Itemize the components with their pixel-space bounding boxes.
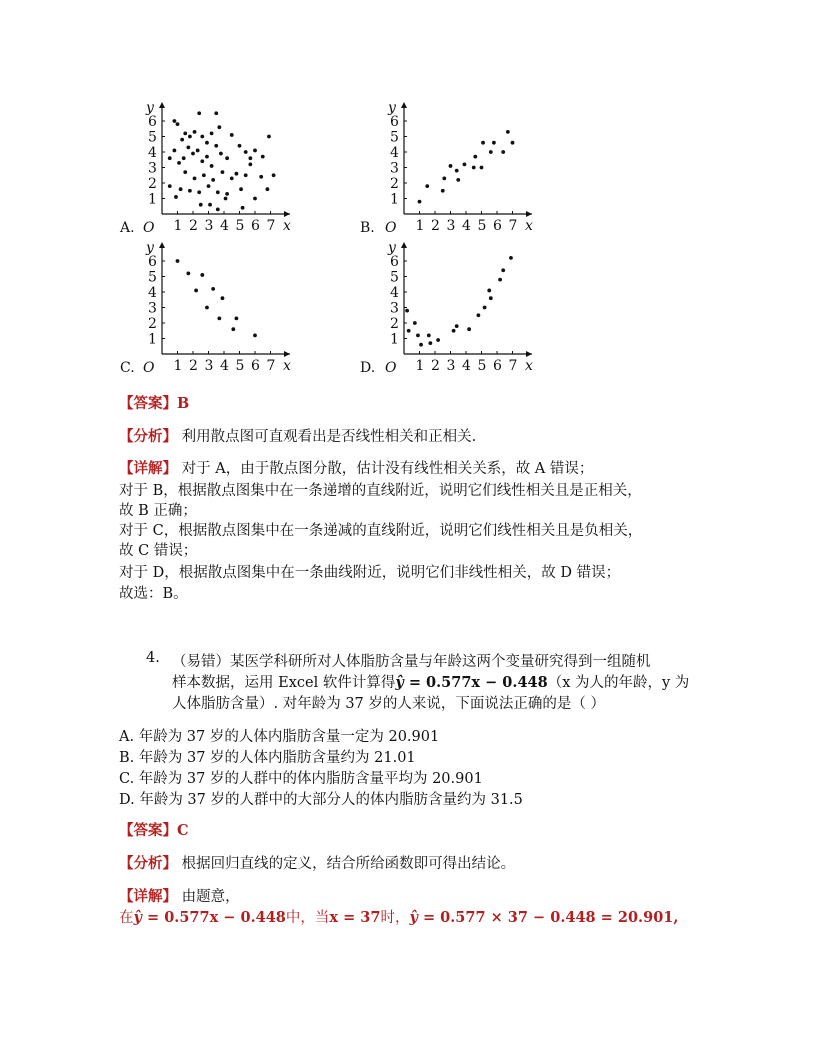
scatter-plot-d [382, 236, 542, 376]
data-point [173, 149, 177, 153]
y-axis-arrow [401, 242, 407, 248]
detail-text: 对于 A，由于散点图分散，估计没有线性相关关系，故 A 错误； [181, 461, 594, 477]
y-tick-label: 3 [390, 160, 399, 177]
data-point [176, 259, 180, 263]
x-axis-label: x [525, 358, 533, 374]
x-tick-label: 6 [493, 218, 502, 234]
data-point [498, 278, 502, 282]
x-tick-label: 4 [220, 218, 229, 234]
data-point [509, 256, 513, 260]
q3-detail-line-5: 对于 D，根据散点图集中在一条曲线附近，说明它们非线性相关，故 D 错误； [119, 565, 621, 581]
data-point [183, 132, 187, 136]
x-tick-label: 2 [431, 358, 440, 374]
y-tick-label: 2 [390, 176, 399, 192]
data-point [235, 316, 239, 320]
data-point [211, 178, 215, 182]
data-point [205, 141, 209, 145]
data-point [210, 164, 214, 168]
q4-option-a: A. 年龄为 37 岁的人体内脂肪含量一定为 20.901 [119, 729, 440, 745]
data-point [197, 190, 201, 194]
data-point [221, 296, 225, 300]
q4-stem-text-post: （x 为人的年龄，y 为 [547, 675, 690, 691]
y-tick-label: 1 [148, 331, 157, 348]
x-axis-arrow [526, 211, 532, 217]
computation-formula-1: 0.577x − 0.448 [164, 909, 286, 926]
y-tick-label: 1 [390, 331, 399, 348]
data-point [455, 324, 459, 328]
plot-c-letter: C. [120, 360, 135, 376]
data-point [427, 334, 431, 338]
x-tick-label: 1 [415, 218, 425, 234]
x-tick-label: 4 [462, 358, 471, 374]
x-tick-label: 6 [493, 358, 502, 374]
y-tick-label: 4 [148, 145, 157, 161]
q4-option-b: B. 年龄为 37 岁的人体内脂肪含量约为 21.01 [119, 750, 416, 766]
y-tick-label: 2 [148, 176, 157, 192]
x-tick-label: 3 [446, 218, 456, 234]
q4-stem-line-2 [172, 671, 689, 692]
data-point [239, 187, 243, 191]
data-point [230, 176, 234, 180]
data-point [205, 155, 209, 159]
data-point [487, 289, 491, 293]
data-point [442, 176, 446, 180]
x-tick-label: 5 [235, 358, 245, 374]
q4-option-d: D. 年龄为 37 岁的人群中的大部分人的体内脂肪含量约为 31.5 [119, 792, 523, 808]
scatter-plot-c-svg [140, 236, 300, 376]
scatter-plot-d-svg [382, 236, 542, 376]
origin-label: O [385, 220, 397, 236]
data-point [463, 163, 467, 167]
data-point [168, 184, 172, 188]
y-axis-arrow [159, 242, 165, 248]
q3-detail-line-3: 对于 C，根据散点图集中在一条递减的直线附近，说明它们线性相关且是负相关， [119, 523, 643, 539]
x-axis-label: x [283, 218, 291, 234]
data-point [174, 195, 178, 199]
x-axis-arrow [526, 351, 532, 357]
y-tick-label: 5 [148, 129, 157, 146]
q3-detail-line-6: 故选：B。 [119, 586, 188, 602]
scatter-plot-b-svg [382, 96, 542, 236]
data-point [183, 170, 187, 174]
y-axis-label: y [388, 100, 396, 116]
data-point [221, 170, 225, 174]
q4-detail [119, 885, 240, 906]
data-point [200, 159, 204, 163]
x-tick-label: 3 [446, 358, 456, 374]
answer-label: 【答案】 [119, 822, 177, 839]
plot-d-letter: D. [360, 360, 376, 376]
x-tick-label: 4 [462, 218, 471, 234]
data-point [205, 306, 209, 310]
data-point [208, 203, 212, 207]
y-tick-label: 3 [148, 300, 157, 317]
scatter-plot-c [140, 236, 300, 376]
data-point [489, 296, 493, 300]
x-tick-label: 2 [189, 218, 198, 234]
analysis-label: 【分析】 [119, 855, 177, 872]
data-point [216, 207, 220, 211]
q3-detail-line-4: 故 C 错误； [119, 543, 198, 559]
data-point [210, 132, 214, 136]
data-point [179, 187, 183, 191]
q4-analysis [119, 852, 515, 873]
x-tick-label: 2 [189, 358, 198, 374]
data-point [248, 163, 252, 167]
data-point [413, 321, 417, 325]
x-tick-label: 1 [415, 358, 425, 374]
origin-label: O [143, 220, 155, 236]
data-point [230, 133, 234, 137]
answer-label: 【答案】 [119, 395, 177, 412]
data-point [253, 197, 257, 201]
scatter-plot-b [382, 96, 542, 236]
data-point [266, 187, 270, 191]
data-point [182, 156, 186, 160]
data-point [193, 130, 197, 134]
regression-formula: 0.577x − 0.448 [426, 674, 548, 691]
data-point [224, 197, 228, 201]
y-tick-label: 3 [390, 300, 399, 317]
y-tick-label: 2 [390, 316, 399, 332]
data-point [216, 190, 220, 194]
y-axis-arrow [159, 102, 165, 108]
data-point [261, 155, 265, 159]
data-point [456, 178, 460, 182]
data-point [428, 341, 432, 345]
data-point [180, 138, 184, 142]
q4-stem-text: 样本数据，运用 Excel 软件计算得 [172, 675, 396, 691]
y-tick-label: 3 [148, 160, 157, 177]
data-point [441, 189, 445, 193]
data-point [449, 164, 453, 168]
y-hat-symbol: ŷ = [395, 674, 427, 691]
data-point [501, 268, 505, 272]
x-axis-arrow [284, 211, 290, 217]
data-point [267, 135, 271, 139]
x-tick-label: 7 [508, 358, 518, 374]
y-axis-arrow [401, 102, 407, 108]
y-tick-label: 4 [390, 285, 399, 301]
data-point [452, 329, 456, 333]
answer-value: C [177, 822, 189, 839]
data-point [407, 329, 411, 333]
x-tick-label: 7 [508, 218, 518, 234]
q3-detail-line-1: 对于 B，根据散点图集中在一条递增的直线附近，说明它们线性相关且是正相关， [119, 483, 642, 499]
y-axis-label: y [388, 240, 396, 256]
x-tick-label: 4 [220, 358, 229, 374]
data-point [211, 287, 215, 291]
data-point [188, 135, 192, 139]
q3-answer [119, 392, 189, 413]
x-tick-label: 5 [477, 358, 487, 374]
y-hat-symbol: ŷ = [133, 909, 165, 926]
data-point [235, 172, 239, 176]
data-point [272, 173, 276, 177]
data-point [480, 166, 484, 170]
data-point [173, 119, 177, 123]
data-point [196, 149, 200, 153]
q4-stem-line-1: （易错）某医学科研所对人体脂肪含量与年龄这两个变量研究得到一组随机 [172, 654, 651, 670]
y-tick-label: 6 [148, 114, 157, 130]
data-point [186, 145, 190, 149]
origin-label: O [143, 360, 155, 376]
q4-option-c: C. 年龄为 37 岁的人群中的体内脂肪含量平均为 20.901 [119, 771, 483, 787]
y-tick-label: 4 [390, 145, 399, 161]
y-axis-label: y [146, 240, 154, 256]
detail-text: 由题意， [181, 889, 240, 905]
data-point [483, 306, 487, 310]
computation-pre: 在 [119, 910, 134, 926]
data-point [473, 155, 477, 159]
x-tick-label: 7 [266, 358, 276, 374]
data-point [472, 166, 476, 170]
x-tick-label: 6 [251, 218, 260, 234]
data-point [177, 161, 181, 165]
detail-label: 【详解】 [119, 888, 177, 905]
data-point [231, 327, 235, 331]
x-tick-label: 1 [173, 358, 183, 374]
data-point [219, 152, 223, 156]
answer-value: B [177, 395, 190, 412]
data-point [501, 150, 505, 154]
analysis-label: 【分析】 [119, 428, 177, 445]
data-point [238, 144, 242, 148]
data-point [489, 150, 493, 154]
data-point [207, 184, 211, 188]
data-point [244, 150, 248, 154]
y-tick-label: 5 [390, 129, 399, 146]
q4-number: 4. [146, 650, 160, 666]
x-axis-arrow [284, 351, 290, 357]
computation-mid: 中，当 [285, 910, 330, 926]
data-point [225, 156, 229, 160]
data-point [168, 156, 172, 160]
q3-detail-line-0 [119, 457, 593, 478]
data-point [214, 111, 218, 115]
data-point [253, 149, 257, 153]
data-point [193, 176, 197, 180]
x-tick-label: 3 [204, 358, 214, 374]
data-point [436, 338, 440, 342]
detail-label: 【详解】 [119, 460, 177, 477]
computation-formula-2: 0.577 × 37 − 0.448 = 20.901, [440, 909, 679, 926]
x-tick-label: 7 [266, 218, 276, 234]
data-point [176, 122, 180, 126]
data-point [467, 327, 471, 331]
scatter-plot-a [140, 96, 300, 236]
y-tick-label: 2 [148, 316, 157, 332]
y-tick-label: 4 [148, 285, 157, 301]
data-point [253, 334, 257, 338]
plot-b-letter: B. [360, 220, 375, 236]
data-point [419, 343, 423, 347]
y-tick-label: 6 [390, 254, 399, 270]
data-point [416, 334, 420, 338]
data-point [199, 203, 203, 207]
data-point [481, 141, 485, 145]
data-point [197, 111, 201, 115]
data-point [492, 141, 496, 145]
data-point [194, 289, 198, 293]
q3-analysis [119, 425, 476, 446]
x-tick-label: 3 [204, 218, 214, 234]
x-tick-label: 5 [235, 218, 245, 234]
x-tick-label: 5 [477, 218, 487, 234]
data-point [248, 156, 252, 160]
q4-computation [119, 906, 678, 927]
data-point [225, 192, 229, 196]
data-point [405, 309, 409, 313]
data-point [217, 125, 221, 129]
data-point [202, 173, 206, 177]
y-tick-label: 6 [148, 254, 157, 270]
y-hat-symbol: ŷ = [409, 909, 441, 926]
x-axis-label: x [525, 218, 533, 234]
computation-condition: x = 37 [329, 909, 381, 926]
data-point [455, 169, 459, 173]
origin-label: O [385, 360, 397, 376]
data-point [241, 206, 245, 210]
analysis-text: 根据回归直线的定义，结合所给函数即可得出结论。 [181, 856, 516, 872]
computation-mid-2: 时， [380, 910, 410, 926]
x-tick-label: 1 [173, 218, 183, 234]
x-axis-label: x [283, 358, 291, 374]
x-tick-label: 6 [251, 358, 260, 374]
q4-answer [119, 819, 189, 840]
analysis-text: 利用散点图可直观看出是否线性相关和正相关. [181, 429, 477, 445]
data-point [418, 200, 422, 204]
data-point [506, 130, 510, 134]
y-tick-label: 1 [148, 191, 157, 208]
q3-detail-line-2: 故 B 正确； [119, 503, 197, 519]
q4-stem-line-3: 人体脂肪含量）. 对年龄为 37 岁的人来说，下面说法正确的是（ ） [172, 696, 605, 712]
y-axis-label: y [146, 100, 154, 116]
data-point [217, 316, 221, 320]
data-point [200, 135, 204, 139]
data-point [511, 141, 515, 145]
y-tick-label: 5 [390, 269, 399, 286]
data-point [200, 273, 204, 277]
plot-a-letter: A. [120, 220, 135, 236]
data-point [425, 184, 429, 188]
scatter-plot-a-svg [140, 96, 300, 236]
x-tick-label: 2 [431, 218, 440, 234]
y-tick-label: 1 [390, 191, 399, 208]
data-point [214, 144, 218, 148]
data-point [259, 175, 263, 179]
data-point [477, 313, 481, 317]
y-tick-label: 5 [148, 269, 157, 286]
data-point [186, 272, 190, 276]
data-point [191, 152, 195, 156]
y-tick-label: 6 [390, 114, 399, 130]
data-point [188, 189, 192, 193]
data-point [244, 173, 248, 177]
